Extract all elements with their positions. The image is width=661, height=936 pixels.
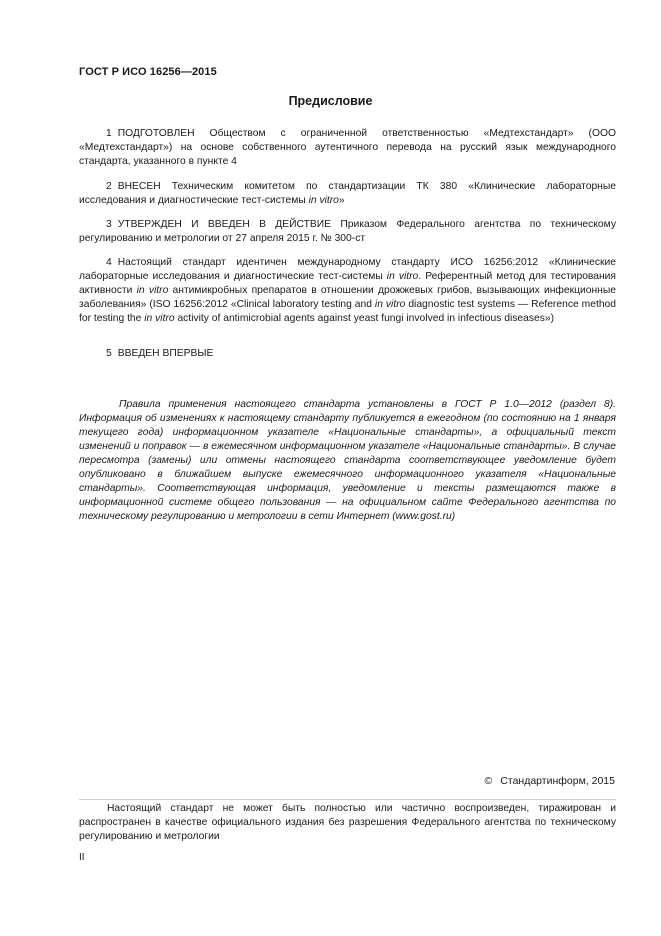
item-text: УТВЕРЖДЕН И ВВЕДЕН В ДЕЙСТВИЕ Приказом Федерального агентства по техническому регулированию и метрологии от 27 апреля 2015 г. № 300-ст — [79, 219, 616, 244]
item-text-italic: in vitro — [308, 195, 339, 206]
foreword-item-5 — [79, 347, 616, 361]
item-number: 3 — [106, 219, 112, 230]
document-code: ГОСТ Р ИСО 16256—2015 — [79, 66, 217, 78]
foreword-item-1 — [79, 127, 616, 169]
foreword-item-3 — [79, 218, 616, 246]
foreword-item-4 — [79, 256, 616, 326]
item-text-tail: » — [338, 195, 345, 206]
item-text: ВНЕСЕН Техническим комитетом по стандартизации ТК 380 «Клинические лабораторные исследования и диагностические тест-системы — [79, 181, 616, 206]
divider — [79, 799, 616, 800]
item-text-italic: in vitro — [374, 299, 406, 310]
item-text: diagnostic test systems — Reference method for testing the — [79, 299, 616, 324]
item-number: 5 — [106, 348, 112, 359]
item-text: ПОДГОТОВЛЕН Обществом с ограниченной ответственностью «Медтехстандарт» (ООО «Медтехстандарт») на основе собственного аутентичного перевода на русский язык международного стандарта, указанного в пункте 4 — [79, 128, 616, 167]
copyright — [485, 775, 615, 787]
reproduction-notice: Настоящий стандарт не может быть полностью или частично воспроизведен, тиражирован и распространен в качестве официального издания без разрешения Федерального агентства по техническому регулированию и метрологии — [79, 803, 616, 842]
item-text: activity of antimicrobial agents against yeast fungi involved in infectious diseases») — [174, 313, 555, 324]
application-rules-note: Правила применения настоящего стандарта установлены в ГОСТ Р 1.0—2012 (раздел 8). Информация об изменениях к настоящему стандарту публикуется в ежегодном (по состоянию на 1 января текущего года) информационном указателе «Национальные стандарты», а официальный текст изменений и поправок — в ежемесячном информационном указателе «Национальные стандарты». В случае пересмотра (замены) или отмены настоящего стандарта соответствующее уведомление будет опубликовано в ближайшем выпуске ежемесячного информационного указателя «Национальные стандарты». Соответствующая информация, уведомление и тексты размещаются также в информационной системе общего пользования — на официальном сайте Федерального агентства по техническому регулированию и метрологии в сети Интернет (www.gost.ru) — [79, 399, 616, 522]
item-text: Настоящий стандарт идентичен международному стандарту ИСО 16256:2012 «Клинические лабораторные исследования и диагностические тест-системы — [79, 257, 616, 282]
copyright-text: Стандартинформ, 2015 — [500, 775, 615, 787]
page-number: II — [79, 852, 85, 863]
item-text: . Референтный метод для тестирования активности — [79, 271, 617, 296]
copyright-icon: © — [484, 775, 493, 787]
item-text: антимикробных препаратов в отношении дрожжевых грибов, вызывающих инфекционные заболевания» (ISO 16256:2012 «Clinical laboratory testing and — [79, 285, 616, 310]
item-number: 1 — [106, 128, 112, 139]
item-text-italic: in vitro — [136, 285, 169, 296]
item-number: 2 — [106, 181, 112, 192]
foreword-item-2 — [79, 180, 616, 208]
page-title: Предисловие — [288, 94, 373, 108]
item-text-italic: in vitro — [144, 313, 175, 324]
item-text-italic: in vitro — [386, 271, 419, 282]
item-text: ВВЕДЕН ВПЕРВЫЕ — [117, 348, 214, 359]
item-number: 4 — [106, 257, 112, 268]
